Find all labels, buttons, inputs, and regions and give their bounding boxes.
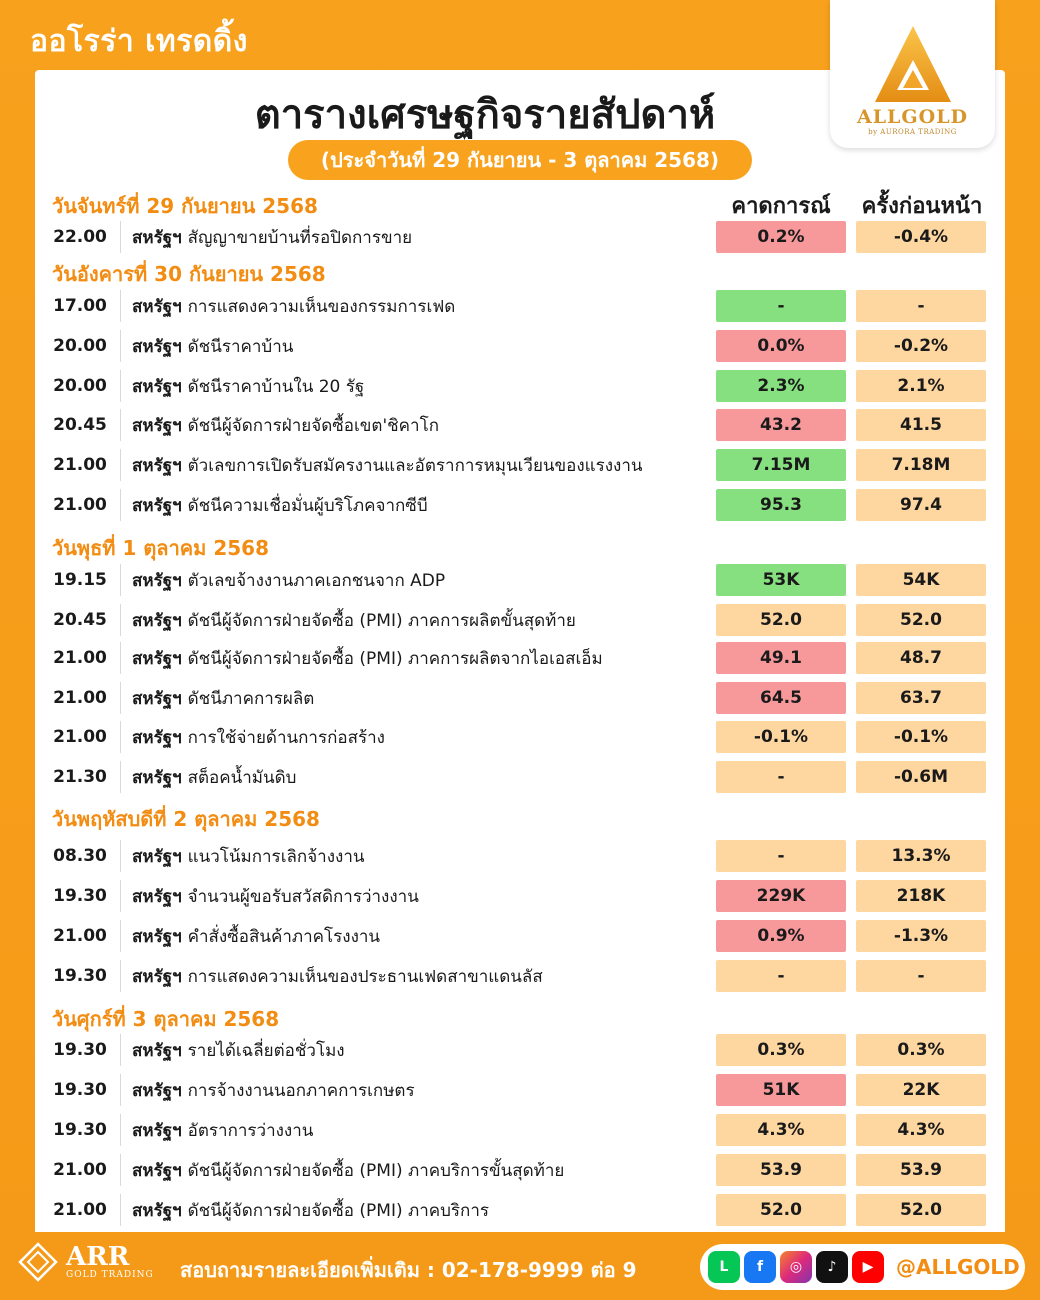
row-divider (120, 370, 121, 402)
event-row (52, 330, 992, 362)
event-time: 19.30 (53, 886, 107, 906)
event-row (52, 642, 992, 674)
event-name: การแสดงความเห็นของประธานเฟดสาขาแดนลัส (187, 966, 543, 987)
day-header: วันพฤหัสบดีที่ 2 ตุลาคม 2568 (52, 807, 320, 831)
forecast-value: 2.3% (716, 370, 846, 402)
forecast-value: 0.3% (716, 1034, 846, 1066)
event-row (52, 290, 992, 322)
event-name: ดัชนีผู้จัดการฝ่ายจัดซื้อ (PMI) ภาคการผลิตขั้นสุดท้าย (187, 610, 576, 631)
previous-column-header: ครั้งก่อนหน้า (861, 194, 983, 219)
event-time: 19.15 (53, 570, 107, 590)
event-description (132, 330, 712, 362)
previous-value: 2.1% (856, 370, 986, 402)
event-name: คำสั่งซื้อสินค้าภาคโรงงาน (187, 926, 381, 947)
forecast-value: 51K (716, 1074, 846, 1106)
forecast-value: - (716, 840, 846, 872)
row-divider (120, 920, 121, 952)
event-row (52, 682, 992, 714)
forecast-value: 7.15M (716, 449, 846, 481)
event-time: 20.00 (53, 336, 107, 356)
brand-label: ออโรร่า เทรดดิ้ง (30, 24, 248, 59)
date-range-pill: (ประจำวันที่ 29 กันยายน - 3 ตุลาคม 2568) (288, 140, 752, 180)
forecast-value: 43.2 (716, 409, 846, 441)
row-divider (120, 1154, 121, 1186)
event-name: การใช้จ่ายด้านการก่อสร้าง (187, 727, 385, 748)
event-time: 21.30 (53, 767, 107, 787)
event-time: 20.45 (53, 610, 107, 630)
row-divider (120, 221, 121, 253)
event-description (132, 1074, 712, 1106)
event-country: สหรัฐฯ (132, 610, 182, 631)
event-description (132, 1114, 712, 1146)
tiktok-icon[interactable]: ♪ (816, 1251, 848, 1283)
row-divider (120, 880, 121, 912)
day-header: วันอังคารที่ 30 กันยายน 2568 (52, 262, 326, 286)
arr-name: ARR (66, 1242, 130, 1272)
event-country: สหรัฐฯ (132, 966, 182, 987)
event-description (132, 761, 712, 793)
previous-value: 4.3% (856, 1114, 986, 1146)
event-description (132, 1154, 712, 1186)
previous-value: 7.18M (856, 449, 986, 481)
youtube-icon[interactable]: ▶ (852, 1251, 884, 1283)
event-time: 21.00 (53, 1160, 107, 1180)
event-description (132, 409, 712, 441)
row-divider (120, 1194, 121, 1226)
event-name: การจ้างงานนอกภาคการเกษตร (187, 1080, 415, 1101)
event-time: 21.00 (53, 926, 107, 946)
event-name: ดัชนีผู้จัดการฝ่ายจัดซื้อ (PMI) ภาคบริการขั้นสุดท้าย (187, 1160, 565, 1181)
previous-value: 52.0 (856, 604, 986, 636)
previous-value: 218K (856, 880, 986, 912)
row-divider (120, 761, 121, 793)
arr-sub: GOLD TRADING (66, 1270, 154, 1280)
social-handle[interactable]: @ALLGOLD (896, 1255, 1020, 1279)
event-country: สหรัฐฯ (132, 415, 182, 436)
event-row (52, 960, 992, 992)
previous-value: 53.9 (856, 1154, 986, 1186)
previous-value: 48.7 (856, 642, 986, 674)
row-divider (120, 1114, 121, 1146)
event-name: ดัชนีราคาบ้าน (187, 336, 294, 357)
event-row (52, 880, 992, 912)
event-country: สหรัฐฯ (132, 227, 182, 248)
event-country: สหรัฐฯ (132, 1080, 182, 1101)
event-description (132, 642, 712, 674)
event-country: สหรัฐฯ (132, 296, 182, 317)
event-description (132, 290, 712, 322)
day-header: วันจันทร์ที่ 29 กันยายน 2568 (52, 194, 318, 218)
event-description (132, 721, 712, 753)
forecast-value: 4.3% (716, 1114, 846, 1146)
event-time: 20.00 (53, 376, 107, 396)
row-divider (120, 330, 121, 362)
row-divider (120, 564, 121, 596)
event-country: สหรัฐฯ (132, 727, 182, 748)
event-name: ดัชนีความเชื่อมั่นผู้บริโภคจากซีบี (187, 495, 428, 516)
forecast-value: 52.0 (716, 604, 846, 636)
row-divider (120, 489, 121, 521)
event-description (132, 604, 712, 636)
event-row (52, 920, 992, 952)
forecast-value: 49.1 (716, 642, 846, 674)
row-divider (120, 1034, 121, 1066)
event-row (52, 564, 992, 596)
event-country: สหรัฐฯ (132, 495, 182, 516)
event-name: ตัวเลขจ้างงานภาคเอกชนจาก ADP (187, 570, 446, 591)
event-name: ดัชนีผู้จัดการฝ่ายจัดซื้อเขต'ชิคาโก (187, 415, 440, 436)
forecast-value: -0.1% (716, 721, 846, 753)
event-row (52, 489, 992, 521)
event-name: ดัชนีผู้จัดการฝ่ายจัดซื้อ (PMI) ภาคการผลิตจากไอเอสเอ็ม (187, 648, 603, 669)
event-country: สหรัฐฯ (132, 455, 182, 476)
event-description (132, 449, 712, 481)
event-row (52, 221, 992, 253)
previous-value: 22K (856, 1074, 986, 1106)
event-row (52, 1074, 992, 1106)
forecast-value: 53K (716, 564, 846, 596)
event-time: 21.00 (53, 727, 107, 747)
event-description (132, 682, 712, 714)
event-row (52, 449, 992, 481)
event-description (132, 920, 712, 952)
event-description (132, 489, 712, 521)
day-header: วันศุกร์ที่ 3 ตุลาคม 2568 (52, 1007, 280, 1031)
contact-text: สอบถามรายละเอียดเพิ่มเติม : 02-178-9999 ต่อ 9 (180, 1258, 637, 1282)
event-time: 22.00 (53, 227, 107, 247)
forecast-value: 64.5 (716, 682, 846, 714)
event-country: สหรัฐฯ (132, 1200, 182, 1221)
event-name: แนวโน้มการเลิกจ้างงาน (187, 846, 365, 867)
previous-value: 41.5 (856, 409, 986, 441)
event-time: 19.30 (53, 966, 107, 986)
forecast-value: - (716, 960, 846, 992)
previous-value: 97.4 (856, 489, 986, 521)
forecast-value: 0.9% (716, 920, 846, 952)
row-divider (120, 960, 121, 992)
previous-value: 0.3% (856, 1034, 986, 1066)
arr-logo (18, 1242, 154, 1282)
instagram-icon[interactable]: ◎ (780, 1251, 812, 1283)
previous-value: -0.6M (856, 761, 986, 793)
forecast-value: 52.0 (716, 1194, 846, 1226)
event-name: รายได้เฉลี่ยต่อชั่วโมง (187, 1040, 345, 1061)
event-name: สัญญาขายบ้านที่รอปิดการขาย (187, 227, 413, 248)
event-country: สหรัฐฯ (132, 1040, 182, 1061)
event-time: 21.00 (53, 1200, 107, 1220)
event-country: สหรัฐฯ (132, 570, 182, 591)
event-time: 19.30 (53, 1080, 107, 1100)
event-name: ดัชนีผู้จัดการฝ่ายจัดซื้อ (PMI) ภาคบริการ (187, 1200, 490, 1221)
event-row (52, 604, 992, 636)
event-row (52, 370, 992, 402)
event-time: 19.30 (53, 1040, 107, 1060)
previous-value: - (856, 960, 986, 992)
event-country: สหรัฐฯ (132, 648, 182, 669)
event-row (52, 1194, 992, 1226)
event-description (132, 564, 712, 596)
event-time: 17.00 (53, 296, 107, 316)
event-time: 21.00 (53, 688, 107, 708)
forecast-column-header: คาดการณ์ (731, 194, 831, 219)
event-country: สหรัฐฯ (132, 688, 182, 709)
previous-value: 54K (856, 564, 986, 596)
logo-name: ALLGOLD (856, 106, 969, 128)
forecast-value: 53.9 (716, 1154, 846, 1186)
event-time: 21.00 (53, 648, 107, 668)
row-divider (120, 409, 121, 441)
previous-value: -0.2% (856, 330, 986, 362)
event-row (52, 1154, 992, 1186)
event-country: สหรัฐฯ (132, 336, 182, 357)
previous-value: - (856, 290, 986, 322)
previous-value: 13.3% (856, 840, 986, 872)
event-name: ดัชนีราคาบ้านใน 20 รัฐ (187, 376, 365, 397)
event-row (52, 761, 992, 793)
event-description (132, 960, 712, 992)
row-divider (120, 449, 121, 481)
event-time: 19.30 (53, 1120, 107, 1140)
line-icon[interactable]: L (708, 1251, 740, 1283)
forecast-value: 95.3 (716, 489, 846, 521)
previous-value: 52.0 (856, 1194, 986, 1226)
row-divider (120, 642, 121, 674)
event-country: สหรัฐฯ (132, 926, 182, 947)
event-description (132, 880, 712, 912)
previous-value: -1.3% (856, 920, 986, 952)
previous-value: 63.7 (856, 682, 986, 714)
event-row (52, 840, 992, 872)
event-name: อัตราการว่างงาน (187, 1120, 314, 1141)
event-country: สหรัฐฯ (132, 1120, 182, 1141)
event-row (52, 721, 992, 753)
logo-sub: by AURORA TRADING (868, 128, 957, 136)
row-divider (120, 604, 121, 636)
forecast-value: - (716, 761, 846, 793)
event-country: สหรัฐฯ (132, 846, 182, 867)
row-divider (120, 721, 121, 753)
forecast-value: 229K (716, 880, 846, 912)
event-description (132, 370, 712, 402)
event-country: สหรัฐฯ (132, 1160, 182, 1181)
previous-value: -0.1% (856, 721, 986, 753)
forecast-value: 0.0% (716, 330, 846, 362)
event-description (132, 1194, 712, 1226)
event-name: ดัชนีภาคการผลิต (187, 688, 315, 709)
row-divider (120, 840, 121, 872)
arr-diamond-icon (18, 1242, 58, 1282)
event-country: สหรัฐฯ (132, 376, 182, 397)
row-divider (120, 1074, 121, 1106)
page-title: ตารางเศรษฐกิจรายสัปดาห์ (254, 92, 716, 138)
event-row (52, 1114, 992, 1146)
event-time: 08.30 (53, 846, 107, 866)
event-country: สหรัฐฯ (132, 767, 182, 788)
event-name: การแสดงความเห็นของกรรมการเฟด (187, 296, 456, 317)
social-bar (700, 1244, 1025, 1290)
event-row (52, 1034, 992, 1066)
forecast-value: - (716, 290, 846, 322)
event-time: 20.45 (53, 415, 107, 435)
event-row (52, 409, 992, 441)
footer-bar (0, 1238, 1040, 1300)
event-country: สหรัฐฯ (132, 886, 182, 907)
event-name: สต็อคน้ำมันดิบ (187, 767, 297, 788)
row-divider (120, 290, 121, 322)
day-header: วันพุธที่ 1 ตุลาคม 2568 (52, 536, 269, 560)
previous-value: -0.4% (856, 221, 986, 253)
facebook-icon[interactable]: f (744, 1251, 776, 1283)
forecast-value: 0.2% (716, 221, 846, 253)
row-divider (120, 682, 121, 714)
event-time: 21.00 (53, 495, 107, 515)
event-time: 21.00 (53, 455, 107, 475)
event-description (132, 221, 712, 253)
event-name: จำนวนผู้ขอรับสวัสดิการว่างงาน (187, 886, 419, 907)
event-name: ตัวเลขการเปิดรับสมัครงานและอัตราการหมุนเวียนของแรงงาน (187, 455, 643, 476)
event-description (132, 1034, 712, 1066)
event-description (132, 840, 712, 872)
